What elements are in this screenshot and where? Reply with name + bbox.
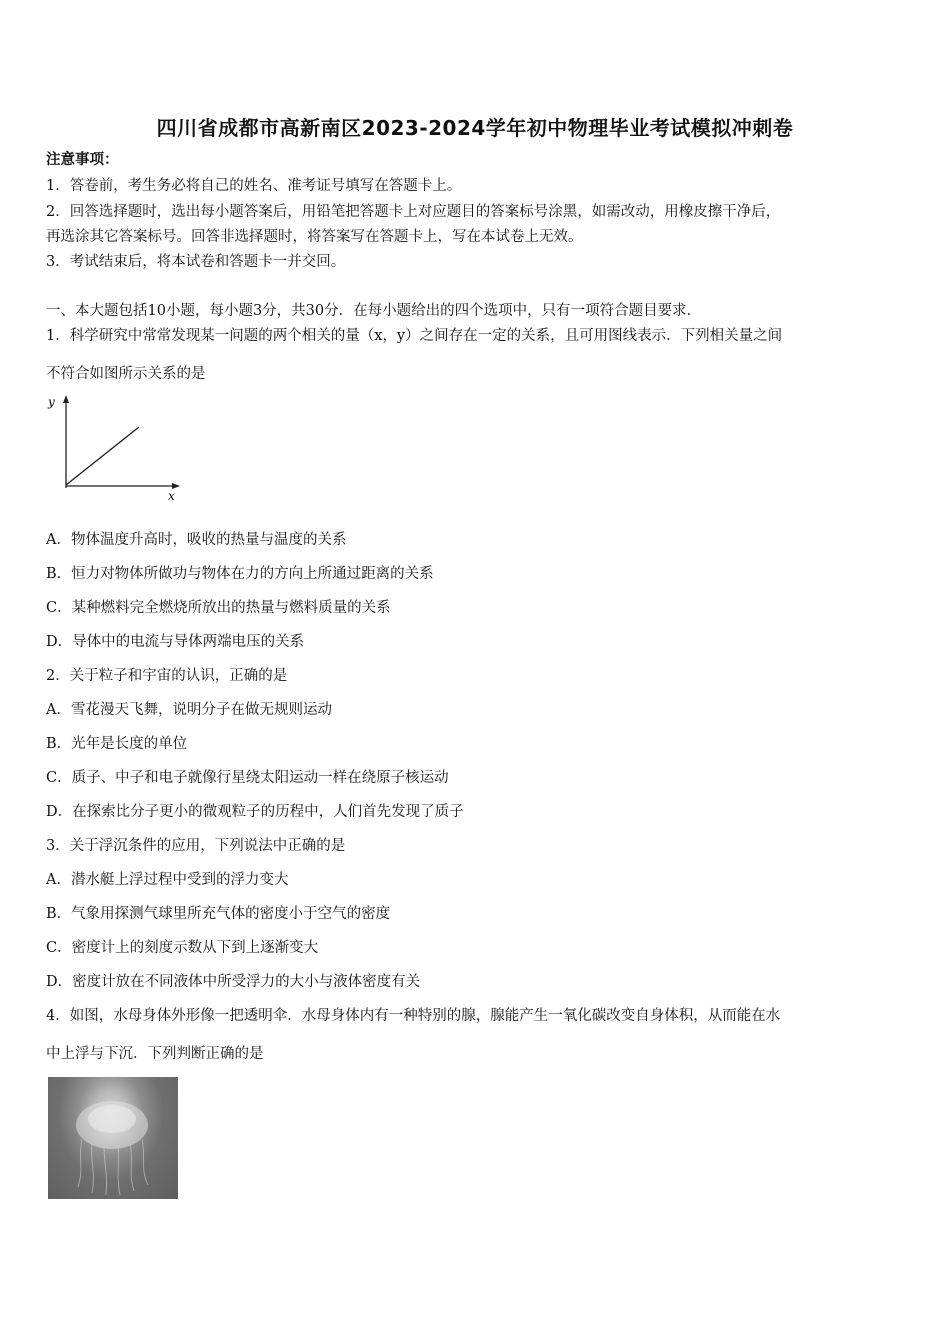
proportional-line bbox=[66, 427, 139, 485]
question-1-option: D．导体中的电流与导体两端电压的关系 bbox=[46, 634, 305, 650]
question-1-option: A．物体温度升高时，吸收的热量与温度的关系 bbox=[46, 532, 347, 548]
question-4-stem: 4．如图，水母身体外形像一把透明伞．水母身体内有一种特别的腺，腺能产生一氧化碳改变自身体积，从而能在水 bbox=[46, 1008, 781, 1024]
question-3-option: C．密度计上的刻度示数从下到上逐渐变大 bbox=[46, 940, 319, 956]
x-axis-label: x bbox=[168, 489, 175, 503]
notice-item: 1．答卷前，考生务必将自己的姓名、准考证号填写在答题卡上。 bbox=[46, 178, 462, 194]
notice-item: 2．回答选择题时，选出每小题答案后，用铅笔把答题卡上对应题目的答案标号涂黑，如需改动，用橡皮擦干净后， bbox=[46, 204, 781, 220]
question-2-option: D．在探索比分子更小的微观粒子的历程中，人们首先发现了质子 bbox=[46, 804, 464, 820]
question-3-stem: 3．关于浮沉条件的应用，下列说法中正确的是 bbox=[46, 838, 346, 854]
question-2-option: A．雪花漫天飞舞，说明分子在做无规则运动 bbox=[46, 702, 332, 718]
jellyfish-photo bbox=[48, 1077, 178, 1199]
question-4-stem: 中上浮与下沉．下列判断正确的是 bbox=[46, 1046, 264, 1062]
page-title: 四川省成都市高新南区2023-2024学年初中物理毕业考试模拟冲刺卷 bbox=[156, 116, 794, 140]
question-3-option: A．潜水艇上浮过程中受到的浮力变大 bbox=[46, 872, 289, 888]
y-axis-arrow bbox=[63, 395, 69, 403]
question-1-option: C．某种燃料完全燃烧所放出的热量与燃料质量的关系 bbox=[46, 600, 391, 616]
question-2-option: B．光年是长度的单位 bbox=[46, 736, 188, 752]
question-2-stem: 2．关于粒子和宇宙的认识，正确的是 bbox=[46, 668, 288, 684]
question-2-option: C．质子、中子和电子就像行星绕太阳运动一样在绕原子核运动 bbox=[46, 770, 449, 786]
question-3-option: B．气象用探测气球里所充气体的密度小于空气的密度 bbox=[46, 906, 391, 922]
notice-heading: 注意事项： bbox=[46, 151, 119, 168]
jellyfish-bell-highlight bbox=[88, 1105, 136, 1133]
section-heading: 一、本大题包括10小题，每小题3分，共30分．在每小题给出的四个选项中，只有一项符合题目要求． bbox=[46, 303, 702, 319]
linear-graph-figure bbox=[42, 392, 182, 504]
question-3-option: D．密度计放在不同液体中所受浮力的大小与液体密度有关 bbox=[46, 974, 421, 990]
notice-item: 3．考试结束后，将本试卷和答题卡一并交回。 bbox=[46, 254, 346, 270]
question-1-option: B．恒力对物体所做功与物体在力的方向上所通过距离的关系 bbox=[46, 566, 434, 582]
question-1-stem: 1．科学研究中常常发现某一问题的两个相关的量（x，y）之间存在一定的关系，且可用图线表示．下列相关量之间 bbox=[46, 328, 783, 344]
y-axis-label: y bbox=[48, 395, 55, 409]
notice-item: 再选涂其它答案标号。回答非选择题时，将答案写在答题卡上，写在本试卷上无效。 bbox=[46, 229, 583, 245]
question-1-stem: 不符合如图所示关系的是 bbox=[46, 366, 206, 382]
